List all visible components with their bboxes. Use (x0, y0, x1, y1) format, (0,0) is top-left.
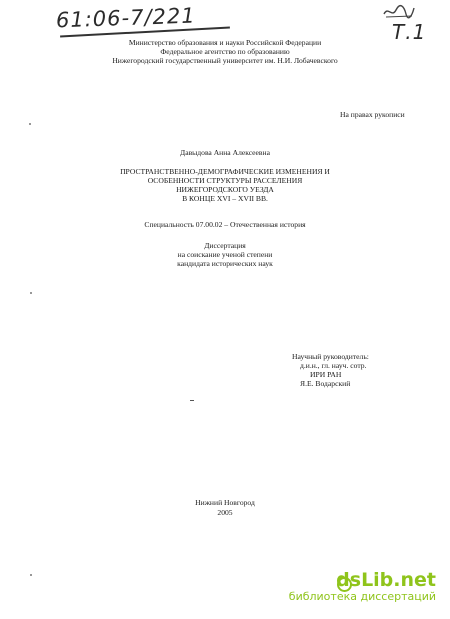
university-line: Нижегородский государственный университет им. Н.И. Лобачевского (112, 56, 338, 65)
degree-line: на соискание ученой степени (177, 250, 273, 259)
year-label: 2005 (217, 508, 233, 517)
rights-label: На правах рукописи (340, 110, 405, 119)
watermark-logo-text: dsLib.net (336, 569, 436, 591)
watermark-subtitle: библиотека диссертаций (288, 590, 436, 603)
scan-speck (30, 292, 32, 294)
agency-line: Федеральное агентство по образованию (160, 47, 290, 56)
title-line: ОСОБЕННОСТИ СТРУКТУРЫ РАССЕЛЕНИЯ (147, 176, 303, 185)
ministry-header (0, 38, 450, 65)
title-line: НИЖЕГОРОДСКОГО УЕЗДА (176, 185, 274, 194)
degree-block (0, 241, 450, 268)
degree-line: Диссертация (204, 241, 246, 250)
degree-line: кандидата исторических наук (177, 259, 273, 268)
title-line: ПРОСТРАНСТВЕННО-ДЕМОГРАФИЧЕСКИЕ ИЗМЕНЕНИЯ И (120, 167, 330, 176)
supervisor-name: Я.Е. Водарский (300, 379, 351, 388)
watermark (289, 570, 436, 603)
supervisor-block (292, 352, 369, 388)
stray-dash-mark (190, 400, 194, 401)
supervisor-heading: Научный руководитель: (292, 352, 369, 361)
supervisor-institute: ИРИ РАН (310, 370, 342, 379)
supervisor-degree: д.и.н., гл. науч. сотр. (300, 361, 367, 370)
title-line: В КОНЦЕ XVI – XVII ВВ. (182, 194, 268, 203)
scan-speck (29, 123, 31, 125)
thesis-title (0, 167, 450, 203)
handwritten-archive-code: 61:06-7/221 (55, 3, 197, 33)
specialty-line: Специальность 07.00.02 – Отечественная история (144, 220, 306, 229)
scribble-stamp-icon (382, 4, 416, 20)
author-name: Давыдова Анна Алексеевна (180, 148, 270, 157)
handwritten-volume-mark: Т.1 (392, 20, 427, 44)
scan-speck (30, 574, 32, 576)
ministry-line: Министерство образования и науки Российской Федерации (128, 38, 322, 47)
city-label: Нижний Новгород (195, 498, 255, 507)
